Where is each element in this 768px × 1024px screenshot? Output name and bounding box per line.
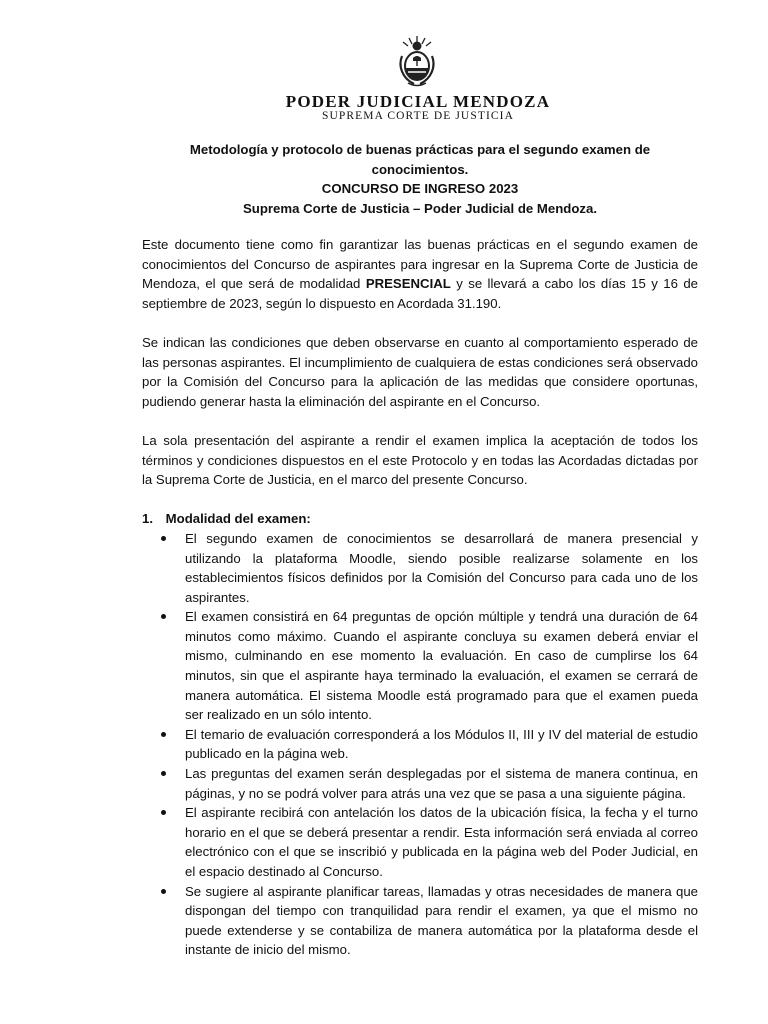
list-item: Se sugiere al aspirante planificar tareas, llamadas y otras necesidades de manera que dispongan del tiempo con tranquilidad para rendir el examen, ya que el mismo no puede extenderse y se contabiliza de manera automática por la plataforma desde el instante de inicio del mismo.	[142, 882, 698, 960]
list-item: El aspirante recibirá con antelación los datos de la ubicación física, la fecha y el turno horario en el que se deberá presentar a rendir. Esta información será enviada al correo electrónico con el que se inscribió y publicada en la página web del Poder Judicial, en el espacio destinado al Concurso.	[142, 803, 698, 881]
list-item: Las preguntas del examen serán desplegadas por el sistema de manera continua, en páginas, y no se podrá volver para atrás una vez que se pasa a una siguiente página.	[142, 764, 698, 803]
title-line: Metodología y protocolo de buenas prácticas para el segundo examen de	[189, 142, 651, 157]
document-body	[142, 235, 698, 960]
bullet-icon	[161, 614, 166, 619]
acceptance-paragraph: La sola presentación del aspirante a rendir el examen implica la aceptación de todos los términos y condiciones dispuestos en el este Protocolo y en todas las Acordadas dictadas por la Suprema Corte de Justicia, en el marco del presente Concurso.	[142, 432, 698, 488]
bullet-icon	[161, 889, 166, 894]
bullet-icon	[161, 732, 166, 737]
bullet-icon	[161, 536, 166, 541]
section-number: 1.	[142, 511, 153, 527]
organization-subtitle: SUPREMA CORTE DE JUSTICIA	[322, 110, 514, 122]
conditions-paragraph: Se indican las condiciones que deben observarse en cuanto al comportamiento esperado de las personas aspirantes. El incumplimiento de cualquiera de estas condiciones será observado por la Comisión del Concurso para la aplicación de las medidas que considere oportunas, pudiendo generar hasta la eliminación del aspirante en el Concurso.	[142, 334, 698, 409]
list-item: El segundo examen de conocimientos se desarrollará de manera presencial y utilizando la plataforma Moodle, siendo posible realizarse solamente en los establecimientos físicos definidos por la Comisión del Concurso para cada uno de los aspirantes.	[142, 529, 698, 607]
bullet-list	[142, 529, 698, 960]
list-item: El temario de evaluación corresponderá a los Módulos II, III y IV del material de estudio publicado en la página web.	[142, 725, 698, 764]
list-item: El examen consistirá en 64 preguntas de opción múltiple y tendrá una duración de 64 minutos como máximo. Cuando el aspirante concluya su examen deberá enviar el mismo, culminando en ese momento la evaluación. En caso de cumplirse los 64 minutos, sin que el aspirante haya terminado la evaluación, el examen se cerrará de manera automática. El sistema Moodle está programado para que el examen pueda ser realizado en un sólo intento.	[142, 607, 698, 725]
title-line: Suprema Corte de Justicia – Poder Judicial de Mendoza.	[243, 200, 597, 216]
title-line: CONCURSO DE INGRESO 2023	[321, 181, 519, 196]
title-line: conocimientos.	[371, 161, 469, 177]
bullet-icon	[161, 810, 166, 815]
coat-of-arms-icon	[396, 34, 438, 88]
organization-name: PODER JUDICIAL MENDOZA	[285, 92, 551, 111]
section-title: Modalidad del examen:	[165, 511, 311, 527]
section-heading	[142, 509, 698, 529]
document-title	[140, 140, 700, 218]
intro-paragraph: Este documento tiene como fin garantizar las buenas prácticas en el segundo examen de conocimientos del Concurso de aspirantes para ingresar en la Suprema Corte de Justicia de Mendoza, el que será de modalidad PRESENCIAL y se llevará a cabo los días 15 y 16 de septiembre de 2023, según lo dispuesto en Acordada 31.190.	[142, 237, 698, 311]
bullet-icon	[161, 771, 166, 776]
